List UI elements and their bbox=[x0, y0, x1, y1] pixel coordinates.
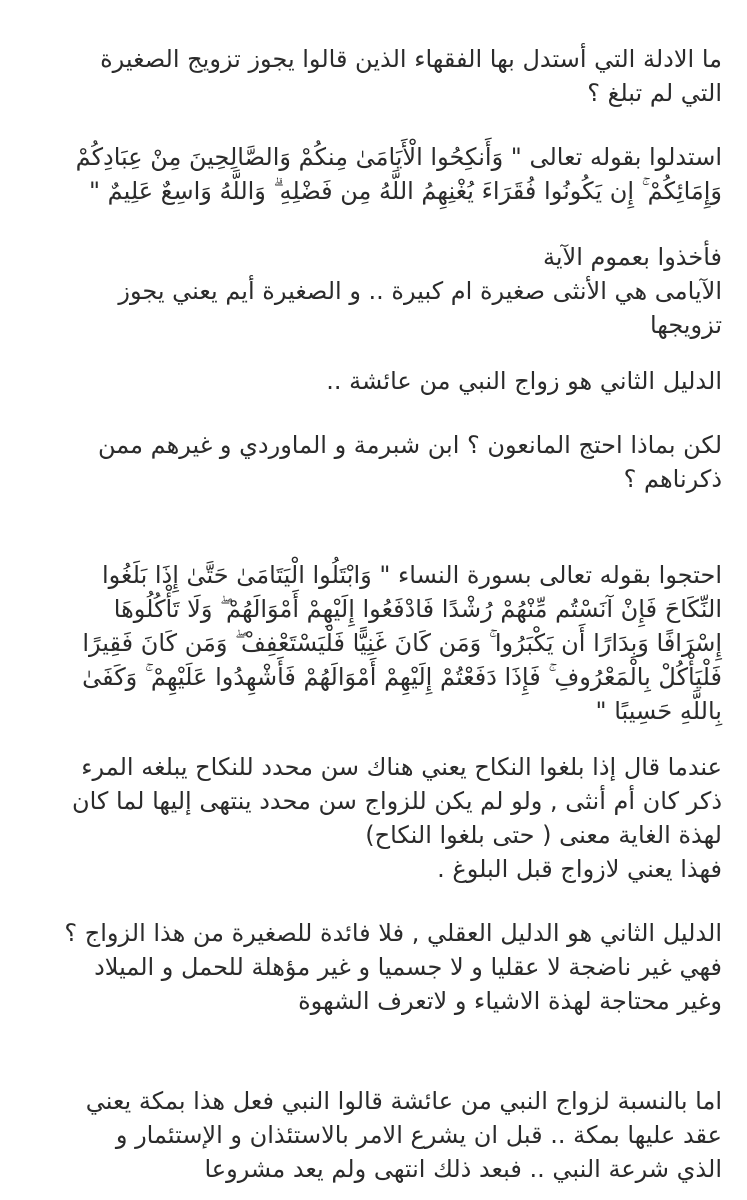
paragraph-question bbox=[55, 42, 722, 110]
text-line: استدلوا بقوله تعالى " وَأَنكِحُوا الْأَيَامَىٰ مِنكُمْ وَالصَّالِحِينَ مِنْ عِبَادِكُمْ bbox=[75, 143, 722, 171]
text-line: الآيامى هي الأنثى صغيرة ام كبيرة .. و الصغيرة أيم يعني يجوز bbox=[118, 277, 722, 305]
text-line: ذكرناهم ؟ bbox=[623, 465, 722, 493]
text-line: اما بالنسبة لزواج النبي من عائشة قالوا النبي فعل هذا بمكة يعني bbox=[85, 1087, 722, 1115]
text-line: فهذا يعني لازواج قبل البلوغ . bbox=[437, 855, 722, 883]
text-line: وَإِمَائِكُمْ ۚ إِن يَكُونُوا فُقَرَاءَ يُغْنِهِمُ اللَّهُ مِن فَضْلِهِ ۗ وَاللَّهُ وَاسِعٌ عَلِيمٌ " bbox=[88, 177, 722, 205]
paragraph-age-explanation bbox=[55, 750, 722, 886]
paragraph-second-evidence bbox=[55, 364, 722, 398]
text-line: الدليل الثاني هو زواج النبي من عائشة .. bbox=[326, 367, 722, 395]
text-line: ذكر كان أم أنثى , ولو لم يكن للزواج سن محدد ينتهى إليها لما كان bbox=[71, 787, 722, 815]
paragraph-general-meaning bbox=[55, 240, 722, 342]
text-line: لكن بماذا احتج المانعون ؟ ابن شبرمة و الماوردي و غيرهم ممن bbox=[98, 431, 722, 459]
text-line: إِسْرَافًا وَبِدَارًا أَن يَكْبَرُوا ۚ وَمَن كَانَ غَنِيًّا فَلْيَسْتَعْفِفْ ۖ وَمَن كَانَ فَقِيرًا bbox=[82, 629, 722, 657]
text-line: فَلْيَأْكُلْ بِالْمَعْرُوفِ ۚ فَإِذَا دَفَعْتُمْ إِلَيْهِمْ أَمْوَالَهُمْ فَأَشْهِدُوا عَلَيْهِمْ ۚ وَكَفَىٰ bbox=[82, 663, 722, 691]
paragraph-objectors bbox=[55, 428, 722, 496]
text-line: فأخذوا بعموم الآية bbox=[542, 243, 722, 271]
text-line: تزويجها bbox=[649, 311, 722, 339]
text-line: الذي شرعة النبي .. فبعد ذلك انتهى ولم يعد مشروعا bbox=[204, 1155, 722, 1183]
text-line: الدليل الثاني هو الدليل العقلي , فلا فائدة للصغيرة من هذا الزواج ؟ bbox=[64, 919, 722, 947]
text-line: وغير محتاجة لهذة الاشياء و لاتعرف الشهوة bbox=[298, 987, 722, 1015]
text-line: فهي غير ناضجة لا عقليا و لا جسميا و غير مؤهلة للحمل و الميلاد bbox=[94, 953, 722, 981]
text-line: النِّكَاحَ فَإِنْ آنَسْتُم مِّنْهُمْ رُشْدًا فَادْفَعُوا إِلَيْهِمْ أَمْوَالَهُمْ ۖ وَلَا تَأْكُلُوهَا bbox=[113, 595, 722, 623]
paragraph-evidence-verse bbox=[55, 140, 722, 208]
paragraph-prophet-marriage bbox=[55, 1084, 722, 1186]
text-line: ما الادلة التي أستدل بها الفقهاء الذين قالوا يجوز تزويج الصغيرة bbox=[100, 45, 722, 73]
paragraph-surah-nisa bbox=[55, 558, 722, 728]
text-line: بِاللَّهِ حَسِيبًا " bbox=[595, 697, 722, 725]
text-line: عندما قال إذا بلغوا النكاح يعني هناك سن محدد للنكاح يبلغه المرء bbox=[81, 753, 722, 781]
text-line: لهذة الغاية معنى ( حتى بلغوا النكاح) bbox=[365, 821, 722, 849]
text-line: احتجوا بقوله تعالى بسورة النساء " وَابْتَلُوا الْيَتَامَىٰ حَتَّىٰ إِذَا بَلَغُوا bbox=[101, 561, 722, 589]
text-line: عقد عليها بمكة .. قبل ان يشرع الامر بالاستئذان و الإستئمار و bbox=[115, 1121, 722, 1149]
text-line: التي لم تبلغ ؟ bbox=[587, 79, 722, 107]
paragraph-rational-evidence bbox=[55, 916, 722, 1018]
